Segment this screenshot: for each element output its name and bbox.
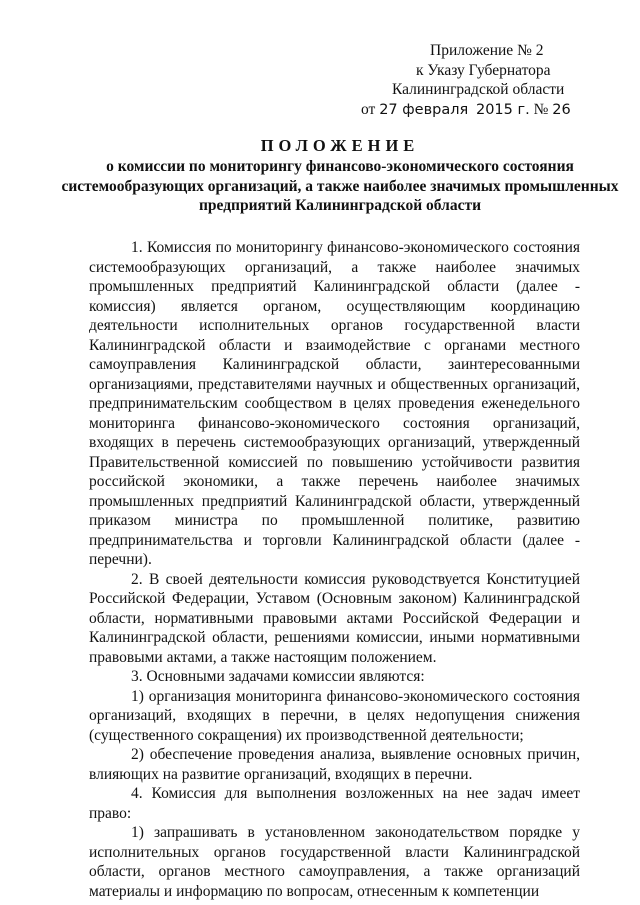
paragraph-3: 3. Основными задачами комиссии являются:: [131, 668, 425, 685]
appendix-date-prefix: от: [361, 100, 376, 118]
paragraph-2: 2. В своей деятельности комиссия руководствуется Конституцией Российской Федерации, Уставом (Основным законом) Калининградской области, нормативными правовыми актами Российской Федерации и Калининградской области, решениями комиссии, иными нормативными правовыми актами, а также настоящим положением.: [89, 570, 580, 666]
paragraph-3-item-1: 1) организация мониторинга финансово-экономического состояния организаций, входящих в перечни, в целях недопущения снижения (существенного сокращения) их производственной деятельности;: [89, 687, 580, 744]
document-title-block: [60, 135, 620, 216]
appendix-year: 2015 г.: [475, 101, 530, 118]
document-title: ПОЛОЖЕНИЕ: [260, 136, 420, 155]
document-body: [89, 238, 580, 901]
appendix-region: Калининградской области: [392, 81, 565, 98]
appendix-number: Приложение № 2: [430, 42, 544, 59]
appendix-decree-number: 26: [552, 101, 571, 118]
appendix-decree-reference: к Указу Губернатора: [416, 61, 551, 79]
appendix-number-sign: №: [533, 100, 549, 118]
paragraph-4-item-1: 1) запрашивать в установленном законодательством порядке у исполнительных органов государственной власти Калининградской области, органов местного самоуправления, а также организаций материалы и информацию по вопросам, отнесенным к компетенции: [89, 824, 580, 900]
paragraph-1: 1. Комиссия по мониторингу финансово-экономического состояния системообразующих организаций, а также наиболее значимых промышленных предприятий Калининградской области (далее - комиссия) является органом, осуществляющим координацию деятельности исполнительных органов государственной власти Калининградской области и взаимодействие с органами местного самоуправления Калининградской области, заинтересованными организациями, представителями научных и общественных организаций, предпринимательским сообществом в целях проведения еженедельного мониторинга финансово-экономического состояния организаций, входящих в перечень системообразующих организаций, утвержденный Правительственной комиссией по повышению устойчивости развития российской экономики, а также перечень наиболее значимых промышленных предприятий Калининградской области, утвержденный приказом министра по промышленной политике, развитию предпринимательства и торговли Калининградской области (далее - перечни).: [89, 239, 580, 568]
appendix-date: 27 февраля: [379, 101, 469, 118]
paragraph-4: 4. Комиссия для выполнения возложенных на нее задач имеет право:: [89, 785, 580, 822]
appendix-header: [360, 41, 620, 120]
appendix-date-line: [360, 100, 620, 121]
paragraph-3-item-2: 2) обеспечение проведения анализа, выявление основных причин, влияющих на развитие организаций, входящих в перечни.: [89, 746, 580, 783]
document-subtitle: о комиссии по мониторингу финансово-экономического состояния системообразующих организаций, а также наиболее значимых промышленных предприятий Калининградской области: [61, 158, 619, 214]
